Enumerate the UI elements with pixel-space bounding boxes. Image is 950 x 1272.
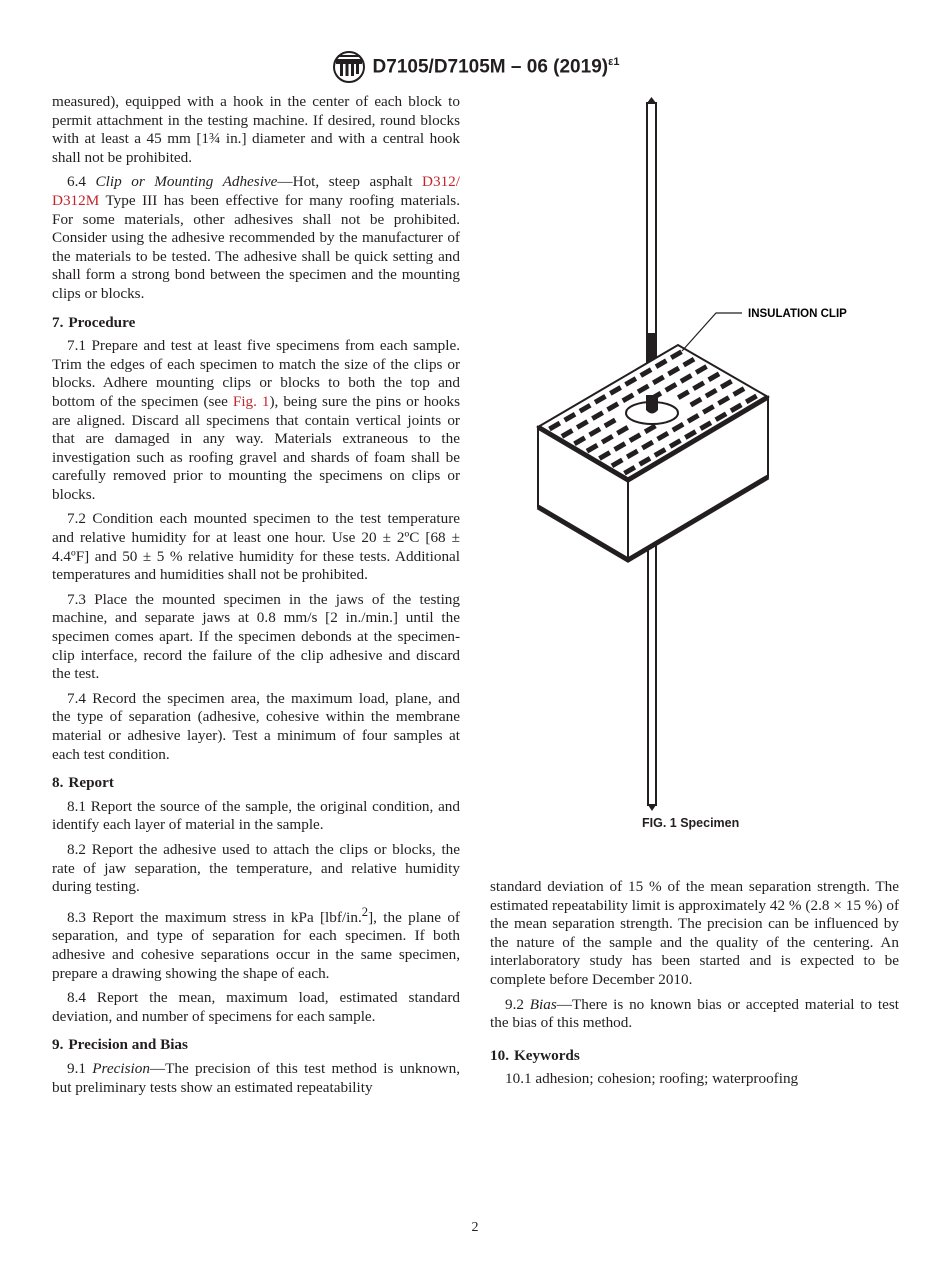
page-number: 2	[471, 1220, 479, 1235]
section-6-4: 6.4 Clip or Mounting Adhesive—Hot, steep asphalt D312/ D312M Type III has been effective for many roofing materials. For some materials, other adhesives shall not be prohibited. Consider using the adhesive recommended by the manufacturer of the materials to be tested. The adhesive shall be quick setting and shall form a strong bond between the specimen and the mounting clips or blocks.	[52, 173, 460, 302]
specimen-figure	[520, 95, 920, 815]
section-9-2-title: Bias	[529, 995, 557, 1013]
page-header	[0, 50, 950, 89]
section-9-2: 9.2 Bias—There is no known bias or accepted material to test the bias of this method.	[490, 995, 899, 1032]
section-9-1: 9.1 Precision—The precision of this test method is unknown, but preliminary tests show an estimated repeatability	[52, 1059, 461, 1096]
section-7-heading: 7. Procedure	[52, 313, 136, 331]
section-10-1: 10.1 adhesion; cohesion; roofing; waterproofing	[505, 1070, 799, 1088]
astm-logo-icon	[331, 50, 367, 84]
section-9-1-title: Precision	[92, 1059, 150, 1077]
insulation-clip-label: INSULATION CLIP	[748, 308, 847, 320]
section-8-1: 8.1 Report the source of the sample, the original condition, and identify each layer of material in the sample.	[52, 797, 460, 834]
label-leader-line	[682, 313, 742, 351]
section-7-3: 7.3 Place the mounted specimen in the jaws of the testing machine, and separate jaws at 0.8 mm/s [2 in./min.] until the specimen comes apart. If the specimen debonds at the specimen-clip interface, record the failure of the clip adhesive and discard the test.	[52, 590, 460, 683]
paragraph-continued-right: standard deviation of 15 % of the mean separation strength. The estimated repeatability limit is approximately 42 % (2.8 × 15 %) of the mean separation strength. The precision can be influenced by the nature of the sample and the quality of the centering. An interlaboratory study has been started and is expected to be complete before December 2010.	[490, 878, 899, 988]
left-column	[52, 93, 460, 1103]
right-column	[490, 878, 899, 1095]
section-7-4: 7.4 Record the specimen area, the maximum load, plane, and the type of separation (adhesive, cohesive within the membrane material or adhesive layer). Test a minimum of four samples at each test condition.	[52, 689, 460, 763]
epsilon-superscript: ε1	[608, 55, 620, 68]
section-7-2: 7.2 Condition each mounted specimen to the test temperature and relative humidity for at least one hour. Use 20 ± 2ºC [68 ± 4.4ºF] and 50 ± 5 % relative humidity for these tests. Additional temperatures and humidities shall not be prohibited.	[52, 510, 460, 584]
section-10-heading: 10. Keywords	[490, 1046, 580, 1064]
section-9-heading: 9. Precision and Bias	[52, 1036, 188, 1054]
lower-rod	[648, 535, 656, 805]
paragraph-continued: measured), equipped with a hook in the center of each block to permit attachment in the testing machine. If desired, round blocks with at least a 45 mm [1¾ in.] diameter and with a central hook shall not be prohibited.	[52, 93, 460, 166]
section-8-4: 8.4 Report the mean, maximum load, estimated standard deviation, and number of specimens for each sample.	[52, 989, 460, 1025]
reference-link-d312[interactable]: D312/ D312M	[52, 173, 460, 209]
section-7-1: 7.1 Prepare and test at least five specimens from each sample. Trim the edges of each specimen to match the size of the clips or blocks. Adhere mounting clips or blocks to both the top and bottom of the specimen (see Fig. 1), being sure the pins or hooks are aligned. Discard all specimens that contain vertical joints or that are damaged in any way. Materials extraneous to the investigation such as roofing gravel and shards of foam shall be carefully removed prior to mounting the specimens on clips or blocks.	[52, 337, 460, 503]
document-designation: D7105/D7105M – 06 $(2019)^{\varepsilon 1}$	[372, 55, 620, 78]
figure-caption: FIG. 1 Specimen	[642, 816, 740, 830]
section-8-2: 8.2 Report the adhesive used to attach the clips or blocks, the rate of jaw separation, the temperature, and relative humidity during testing.	[52, 840, 460, 896]
section-6-4-title: Clip or Mounting Adhesive	[95, 173, 278, 191]
section-8-heading: 8. Report	[52, 774, 114, 792]
section-8-3: 8.3 Report the maximum stress in kPa [lbf/in.$^2$], the plane of separation, and type of separation for each specimen. If both adhesive and cohesive separations occur in the same specimen, prepare a drawing showing the shape of each.	[52, 904, 460, 982]
reference-link-fig-1[interactable]: Fig. 1	[232, 392, 270, 410]
